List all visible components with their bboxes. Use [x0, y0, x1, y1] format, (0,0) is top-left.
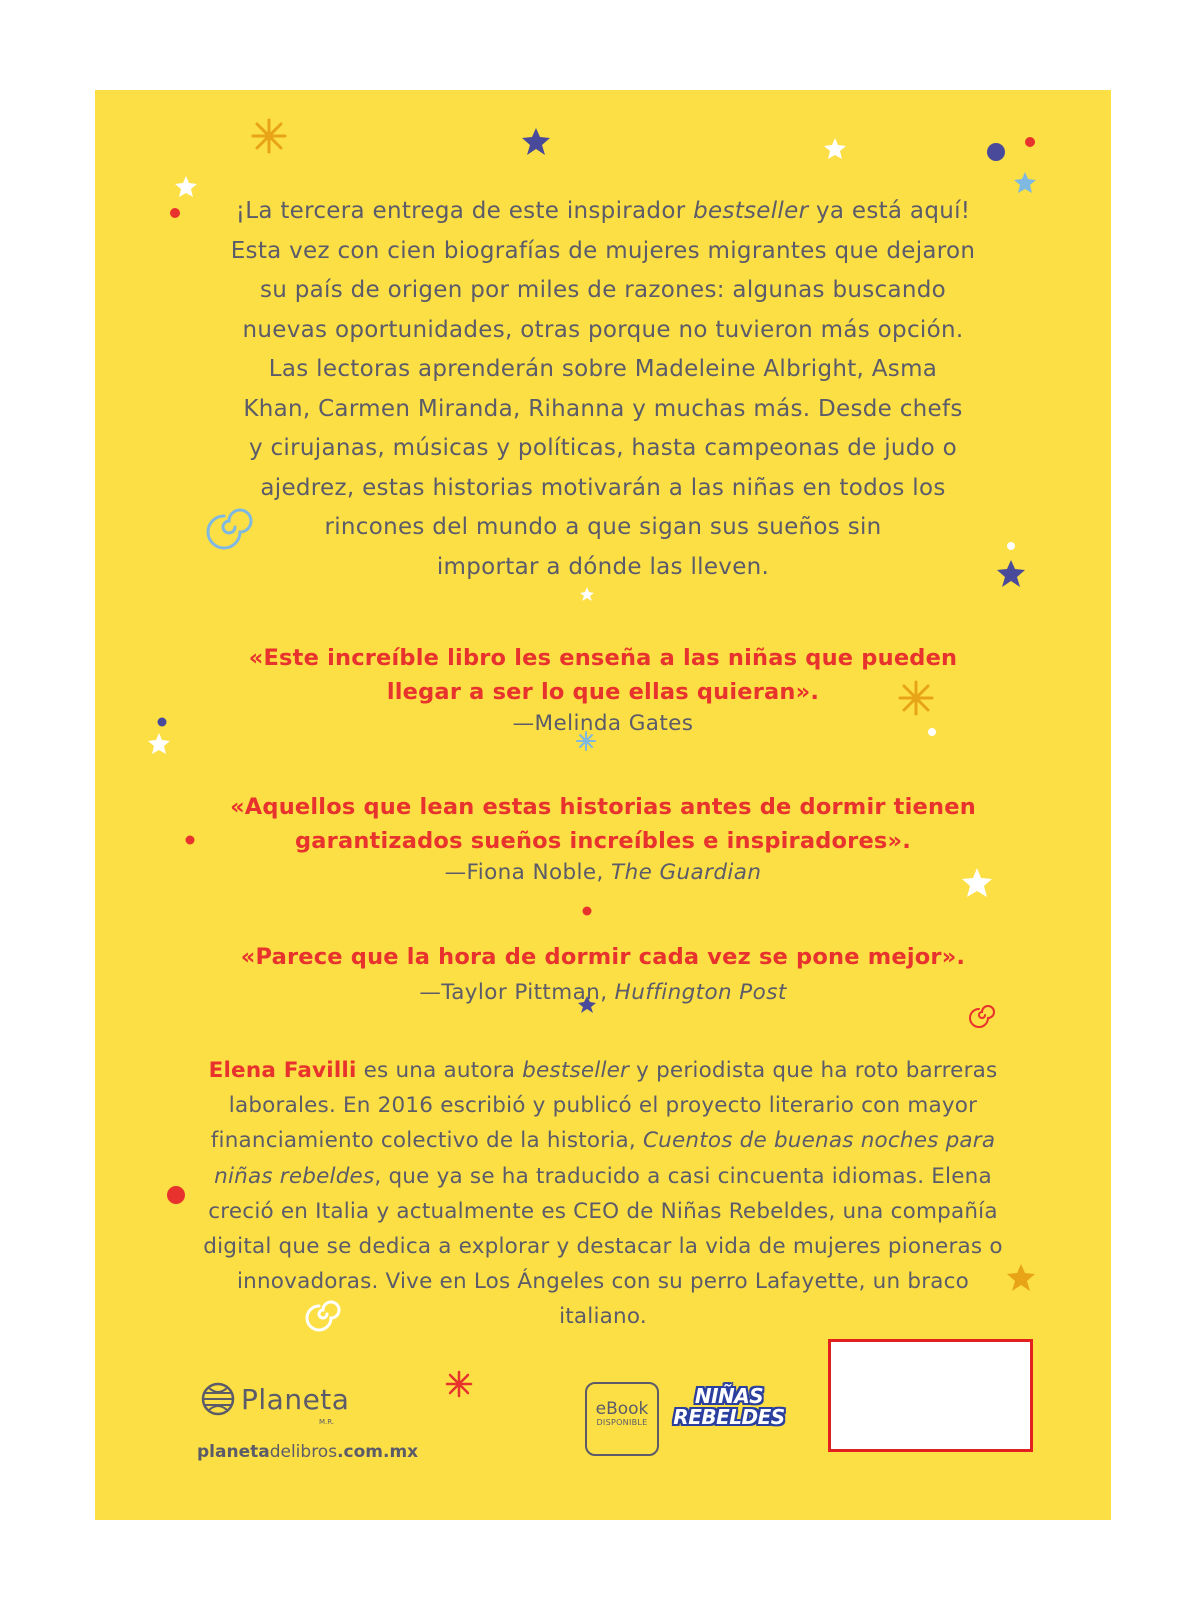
ebook-badge: eBook DISPONIBLE: [585, 1382, 659, 1456]
star-icon: [580, 587, 594, 601]
trademark-mark: M.R.: [319, 1418, 335, 1426]
blurb-line: rincones del mundo a que sigan sus sueños sin: [324, 514, 882, 540]
quote-attribution: —Taylor Pittman, Huffington Post: [419, 980, 787, 1005]
review-quote: [155, 641, 1051, 739]
star-icon: [824, 138, 846, 159]
publisher-name: Planeta: [241, 1382, 350, 1416]
globe-icon: [201, 1382, 235, 1416]
quote-text: «Aquellos que lean estas historias antes de dormir tienen garantizados sueños increíbles e inspiradores».: [230, 794, 976, 854]
dot-icon: [167, 1186, 185, 1204]
quote-attribution: —Fiona Noble, The Guardian: [444, 860, 762, 885]
swirl-icon: [970, 1006, 994, 1027]
dot-icon: [583, 907, 592, 916]
dot-icon: [1007, 542, 1015, 550]
author-name: Elena Favilli: [208, 1058, 357, 1083]
star-icon: [522, 128, 550, 155]
quote-text: «Parece que la hora de dormir cada vez se pone mejor».: [240, 944, 966, 970]
quote-text: «Este increíble libro les enseña a las niñas que pueden llegar a ser lo que ellas quieran».: [248, 645, 958, 705]
dot-icon: [170, 208, 180, 218]
star-icon: [1014, 172, 1036, 193]
blurb-line: Khan, Carmen Miranda, Rihanna y muchas más. Desde chefs: [243, 395, 963, 422]
barcode-area: [828, 1339, 1033, 1452]
publisher-logo: [201, 1382, 350, 1426]
review-quote: [155, 940, 1051, 1008]
dot-icon: [1025, 137, 1035, 147]
blurb-line: ajedrez, estas historias motivarán a las niñas en todos los: [260, 474, 946, 501]
star-icon: [997, 560, 1025, 587]
blurb-line: nuevas oportunidades, otras porque no tuvieron más opción.: [242, 316, 964, 343]
book-back-cover: [95, 90, 1111, 1520]
dot-icon: [987, 143, 1005, 161]
blurb-line: Esta vez con cien biografías de mujeres migrantes que dejaron: [230, 237, 976, 264]
blurb-line: Las lectoras aprenderán sobre Madeleine Albright, Asma: [268, 356, 938, 382]
blurb-line: ¡La tercera entrega de este inspirador bestseller ya está aquí!: [235, 198, 971, 224]
sparkle-icon: [253, 120, 285, 152]
star-icon: [1007, 1264, 1035, 1291]
review-quote: [155, 790, 1051, 888]
blurb-line: y cirujanas, músicas y políticas, hasta campeonas de judo o: [248, 435, 958, 461]
publisher-website: planetadelibros.com.mx: [197, 1442, 419, 1462]
sparkle-icon: [447, 1372, 471, 1396]
brand-logo: NIÑAS REBELDES: [673, 1384, 785, 1429]
blurb-line: su país de origen por miles de razones: algunas buscando: [259, 277, 947, 303]
blurb-line: importar a dónde las lleven.: [436, 553, 770, 580]
quote-attribution: —Melinda Gates: [512, 711, 694, 736]
author-bio: Elena Favilli es una autora bestseller y periodista que ha roto barreras laborales. En 2016 escribió y publicó el proyecto literario con mayor financiamiento colectivo de la historia, Cuentos de buenas noches para niñas rebeldes, que ya se ha traducido a casi cincuenta idiomas. Elena creció en Italia y actualmente es CEO de Niñas Rebeldes, una compañía digital que se dedica a explorar y destacar la vida de mujeres pioneras o innovadoras. Vive en Los Ángeles con su perro Lafayette, un braco italiano.: [203, 1058, 1003, 1330]
star-icon: [175, 176, 197, 197]
blurb: [215, 192, 991, 587]
